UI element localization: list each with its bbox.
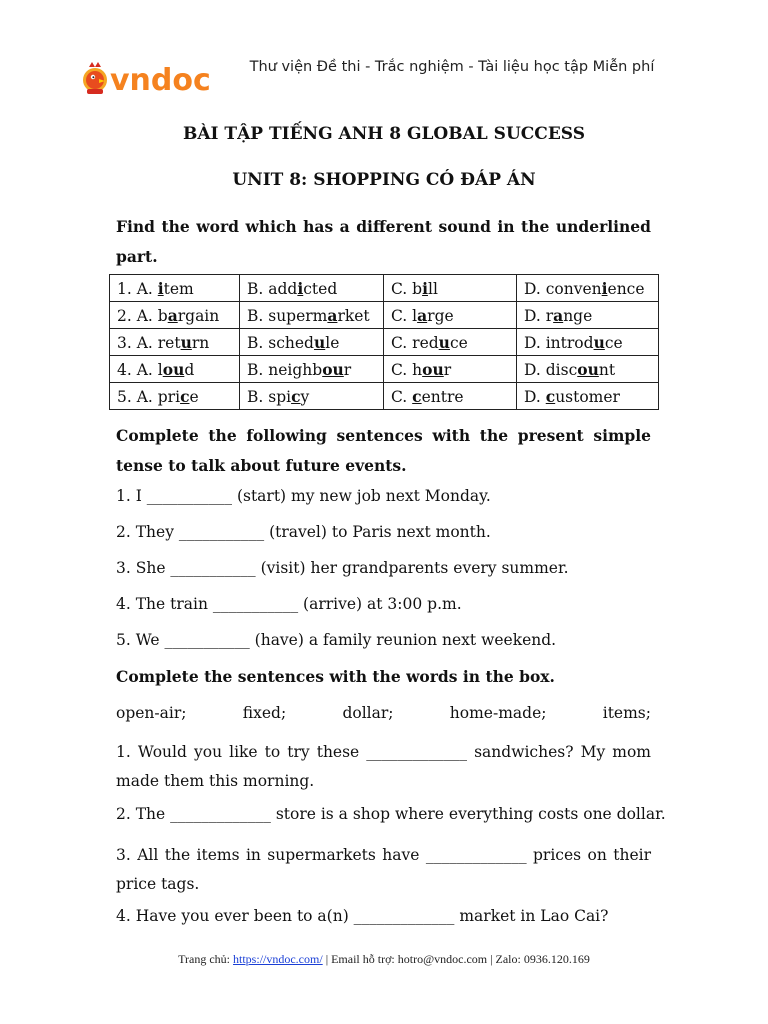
answer-option-cell <box>384 383 517 410</box>
option-text: rket <box>337 306 370 325</box>
underlined-letters: u <box>180 332 192 352</box>
option-text: d <box>184 360 195 379</box>
option-text: B. neighb <box>247 360 323 379</box>
section3-instruction: Complete the sentences with the words in the box. <box>116 667 555 686</box>
option-text: ll <box>427 279 438 298</box>
footer-prefix: Trang chủ: <box>178 952 234 966</box>
underlined-letters: a <box>167 305 178 325</box>
option-text: B. superm <box>247 306 328 325</box>
table-row <box>110 275 659 302</box>
option-text: B. add <box>247 279 298 298</box>
answer-option-cell <box>240 383 384 410</box>
option-text: r <box>443 360 452 379</box>
answer-option-cell <box>517 275 659 302</box>
option-text: 3. A. ret <box>117 333 181 352</box>
underlined-letters: ou <box>322 359 344 379</box>
answer-option-cell <box>384 329 517 356</box>
page-header <box>0 0 768 110</box>
table-row <box>110 302 659 329</box>
answer-option-cell <box>384 356 517 383</box>
underlined-letters: i <box>157 278 164 298</box>
option-text: 2. A. b <box>117 306 168 325</box>
answer-option-cell <box>517 383 659 410</box>
tense-exercise-2: 2. They ___________ (travel) to Paris next month. <box>116 523 491 541</box>
answer-option-cell <box>240 275 384 302</box>
table-row <box>110 383 659 410</box>
option-text: 5. A. pri <box>117 387 181 406</box>
vocab-exercise-4: 4. Have you ever been to a(n) _____________ market in Lao Cai? <box>116 907 609 925</box>
option-text: ce <box>604 333 623 352</box>
answer-option-cell <box>110 356 240 383</box>
vocab-exercise-2: 2. The _____________ store is a shop where everything costs one dollar. <box>116 805 666 823</box>
answer-option-cell <box>110 275 240 302</box>
footer-home-link[interactable]: https://vndoc.com/ <box>233 952 323 966</box>
underlined-letters: c <box>412 386 422 406</box>
answer-option-cell <box>517 356 659 383</box>
option-text: nt <box>598 360 616 379</box>
answer-option-cell <box>110 383 240 410</box>
option-text: cted <box>303 279 338 298</box>
table-row <box>110 356 659 383</box>
option-text: tem <box>163 279 194 298</box>
answer-option-cell <box>240 302 384 329</box>
option-text: D. r <box>524 306 554 325</box>
tense-exercise-4: 4. The train ___________ (arrive) at 3:00 p.m. <box>116 595 462 613</box>
underlined-letters: u <box>593 332 605 352</box>
page-footer <box>0 952 768 967</box>
option-text: r <box>343 360 352 379</box>
section2-instruction: Complete the following sentences with the present simple tense to talk about future events. <box>116 426 651 475</box>
underlined-letters: c <box>545 386 556 406</box>
option-text: rgain <box>177 306 220 325</box>
option-text: D. conven <box>524 279 602 298</box>
word-box-item: items; <box>602 704 651 722</box>
option-text: entre <box>421 387 464 406</box>
option-text: D. <box>524 387 546 406</box>
word-box <box>116 704 651 722</box>
answer-option-cell <box>240 329 384 356</box>
option-text: le <box>325 333 340 352</box>
answer-option-cell <box>517 302 659 329</box>
answer-option-cell <box>517 329 659 356</box>
underlined-letters: a <box>553 305 564 325</box>
answer-option-cell <box>110 329 240 356</box>
option-text: rge <box>427 306 454 325</box>
answer-option-cell <box>240 356 384 383</box>
option-text: C. <box>391 387 413 406</box>
table-row <box>110 329 659 356</box>
answer-option-cell <box>384 275 517 302</box>
underlined-letters: c <box>291 386 301 406</box>
answer-option-cell <box>384 302 517 329</box>
option-text: C. b <box>391 279 423 298</box>
site-tagline: Thư viện Đề thi - Trắc nghiệm - Tài liệu học tập Miễn phí <box>249 59 655 75</box>
footer-contact: | Email hỗ trợ: hotro@vndoc.com | Zalo: 0936.120.169 <box>322 952 590 966</box>
option-text: D. disc <box>524 360 578 379</box>
underlined-letters: i <box>297 278 304 298</box>
tense-exercise-1: 1. I ___________ (start) my new job next Monday. <box>116 487 491 505</box>
tense-exercise-5: 5. We ___________ (have) a family reunion next weekend. <box>116 631 557 649</box>
option-text: C. l <box>391 306 418 325</box>
section1-instruction: Find the word which has a different sound in the underlined part. <box>116 217 651 266</box>
phonetics-table <box>109 274 659 410</box>
option-text: nge <box>563 306 593 325</box>
option-text: ustomer <box>555 387 620 406</box>
word-box-item: dollar; <box>342 704 394 722</box>
option-text: e <box>189 387 199 406</box>
vocab-exercise-1: 1. Would you like to try these _____________ sandwiches? My mom made them this morning. <box>116 743 651 790</box>
option-text: B. spi <box>247 387 292 406</box>
option-text: 4. A. l <box>117 360 163 379</box>
logo-wordmark: vndoc <box>110 63 211 98</box>
option-text: D. introd <box>524 333 594 352</box>
option-text: C. red <box>391 333 439 352</box>
option-text: rn <box>191 333 210 352</box>
option-text: ence <box>607 279 645 298</box>
underlined-letters: i <box>422 278 428 298</box>
underlined-letters: i <box>601 278 608 298</box>
option-text: ce <box>449 333 468 352</box>
document-subtitle: UNIT 8: SHOPPING CÓ ĐÁP ÁN <box>232 170 536 190</box>
tense-exercise-3: 3. She ___________ (visit) her grandparents every summer. <box>116 559 569 577</box>
vndoc-logo[interactable] <box>80 58 222 98</box>
underlined-letters: ou <box>577 359 599 379</box>
underlined-letters: c <box>180 386 190 406</box>
document-title: BÀI TẬP TIẾNG ANH 8 GLOBAL SUCCESS <box>183 124 585 144</box>
option-text: 1. A. <box>117 279 158 298</box>
underlined-letters: a <box>327 305 338 325</box>
underlined-letters: u <box>438 332 450 352</box>
option-text: B. sched <box>247 333 314 352</box>
word-box-item: open-air; <box>116 704 187 722</box>
underlined-letters: a <box>417 305 428 325</box>
underlined-letters: ou <box>162 359 185 379</box>
word-box-item: fixed; <box>242 704 287 722</box>
option-text: C. h <box>391 360 423 379</box>
underlined-letters: ou <box>422 359 444 379</box>
word-box-item: home-made; <box>449 704 547 722</box>
vocab-exercise-3: 3. All the items in supermarkets have _____________ prices on their price tags. <box>116 846 651 893</box>
answer-option-cell <box>110 302 240 329</box>
option-text: y <box>300 387 310 406</box>
underlined-letters: u <box>313 332 326 352</box>
